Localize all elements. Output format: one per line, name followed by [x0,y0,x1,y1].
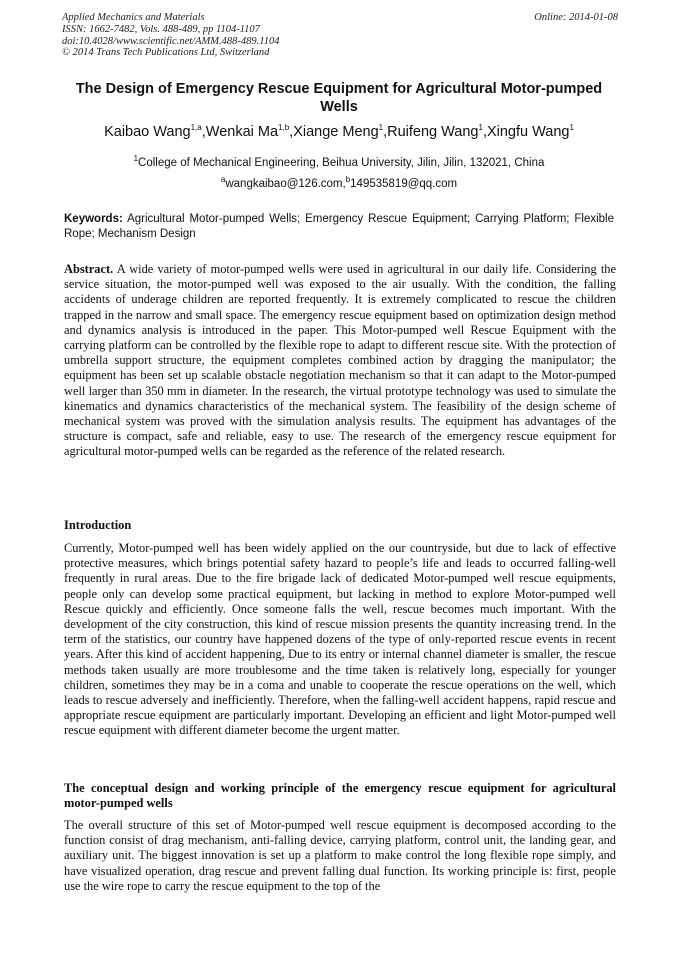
email-superscript-a: a [220,175,226,185]
email-a: wangkaibao@126.com, [225,178,346,190]
keywords-section [64,212,614,242]
introduction-heading: Introduction [64,518,132,532]
online-date: Online: 2014-01-08 [534,12,618,23]
keywords-label: Keywords: [64,213,123,225]
copyright-line: © 2014 Trans Tech Publications Ltd, Switzerland [62,47,270,59]
abstract-text: A wide variety of motor-pumped wells were used in agricultural in our daily life. Considering the service situation, the motor-pumped well was exposed to the air usually. With the condition, the falling accidents of underage children are reported frequently. It is extremely complicated to rescue the children trapped in the narrow and small space. The emergency rescue equipment based on optimization design method and dynamics analysis is introduced in the paper. This Motor-pumped well Rescue Equipment with the carrying platform can be controlled by the flexible rope to adapt to different rescue site. With the protection of umbrella support structure, the equipment completes combined action by dragging the manipulator; the equipment has been set up scalable obstacle negotiation mechanism so that it can adapt to the Motor-pumped well larger than 350 mm in diameter. In the research, the virtual prototype technology was used to simulate the kinematics and dynamics characteristics of the mechanical system. The feasibility of the design scheme of mechanical system was proved with the simulation analysis results. The equipment has advantages of the structure is compact, safe and reliable, easy to use. The research of the emergency rescue equipment for agricultural motor-pumped wells can be regarded as the reference of the related research. [64,262,616,459]
author-superscript: 1,a [190,123,202,133]
journal-header [62,12,618,59]
journal-name: Applied Mechanics and Materials [62,12,205,23]
email-b: 149535819@qq.com [350,178,458,190]
keywords-text: Agricultural Motor-pumped Wells; Emergency Rescue Equipment; Carrying Platform; Flexible Rope; Mechanism Design [64,213,615,240]
author-name: Xingfu Wang [486,124,570,140]
introduction-paragraph: Currently, Motor-pumped well has been widely applied on the our countryside, but due to lack of effective protective measures, which brings potential safety hazard to people’s life and leads to occurred falling-well frequently in rural areas. Due to the fire brigade lack of dedicated Motor-pumped well rescue equipments, people only can develop some practical equipment, but lacking in method to explore Motor-pumped well Rescue quickly and efficiently. Once someone falls the well, rescue becomes much important. With the development of the city construction, this kind of rescue mission presents the quantity increasing trend. In the term of the statistics, our country have happened dozens of the type of only-reported rescue events in recent years. After this kind of accident happening, Due to its entry or internal channel diameter is smaller, the rescue methods taken usually are more troublesome and the time taken is relatively long, especially for younger children, sometimes they may be in a coma and unable to cooperate the rescue operations on the well, which leads to rescue adversely and inefficiently. Therefore, when the falling-well accident happens, rapid rescue and appropriate rescue equipment are particularly important. Developing an efficient and light Motor-pumped well rescue equipment with different diameter become the urgent matter. [64,541,616,738]
author-name: Wenkai Ma [205,124,279,140]
affiliation-text: College of Mechanical Engineering, Beihua University, Jilin, Jilin, 132021, China [138,157,545,169]
doi-line: doi:10.4028/www.scientific.net/AMM.488-489.1104 [62,35,280,47]
email-superscript-b: b [345,175,351,185]
author-list: Kaibao Wang$^{1,a}$,Wenkai Ma$^{1,b}$,Xiange Meng$^1$,Ruifeng Wang$^1$,Xingfu Wang$^1$ [104,123,574,140]
author-name: Ruifeng Wang [387,124,479,140]
affiliation [62,156,616,170]
issn-line: ISSN: 1662-7482, Vols. 488-489, pp 1104-1107 [62,23,260,35]
abstract-section [64,262,616,460]
author-name: Xiange Meng [293,124,379,140]
author-superscript: 1 [478,123,483,133]
author-superscript: 1,b [278,123,290,133]
affiliation-superscript: 1 [133,154,139,164]
author-superscript: 1 [569,123,574,133]
concept-paragraph: The overall structure of this set of Motor-pumped well rescue equipment is decomposed according to the function consist of drag mechanism, anti-falling device, carrying platform, control unit, the landing gear, and auxiliary unit. The biggest innovation is set up a platform to make control the long flexible rope simply, and have visualized operation, drag rescue and prevent falling dual function. Its working principle is: first, people use the wire rope to carry the rescue equipment to the top of the [64,818,616,893]
author-superscript: 1 [378,123,384,133]
author-name: Kaibao Wang [104,124,191,140]
paper-title: The Design of Emergency Rescue Equipment for Agricultural Motor-pumped Wells [75,81,603,115]
author-emails [62,177,616,191]
abstract-label: Abstract. [64,262,114,276]
concept-heading: The conceptual design and working principle of the emergency rescue equipment for agricultural motor-pumped wells [64,781,616,811]
